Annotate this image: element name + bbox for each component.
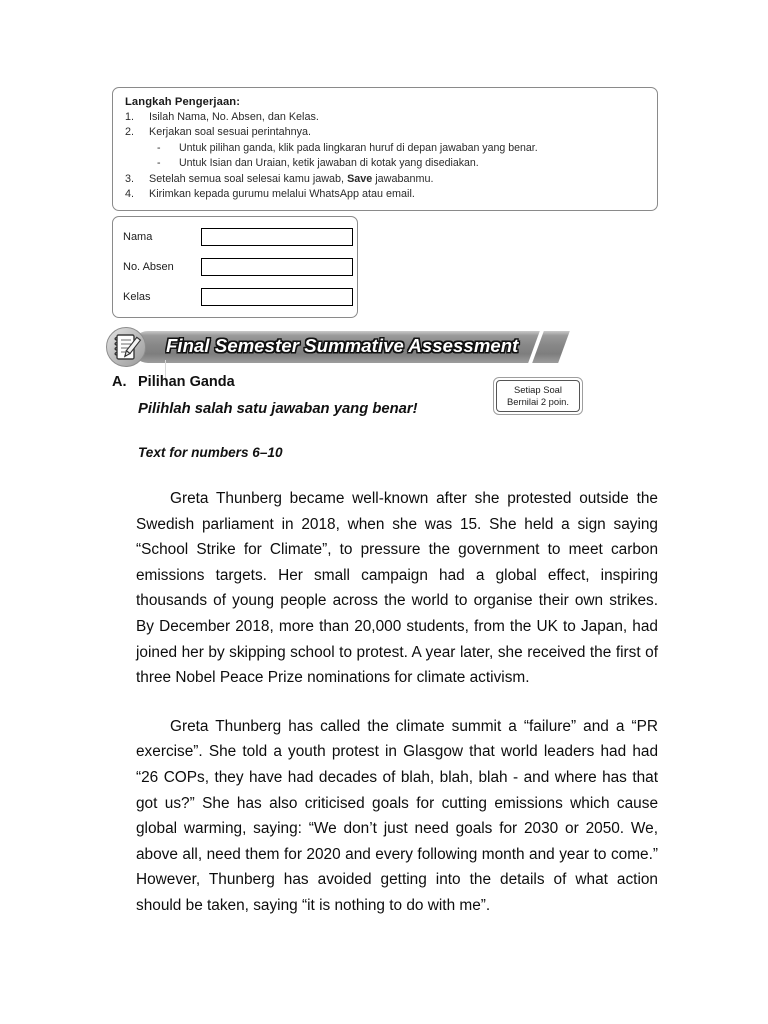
- points-badge-line2: Bernilai 2 poin.: [506, 396, 570, 407]
- instruction-subitem: [125, 141, 647, 156]
- section-letter: A.: [112, 374, 127, 390]
- instruction-item-number: 3.: [125, 172, 135, 185]
- instruction-item-number: 2.: [125, 126, 135, 139]
- instruction-item-number: 4.: [125, 188, 135, 201]
- save-keyword: Save: [347, 172, 373, 185]
- passage-paragraph: Greta Thunberg has called the climate summit a “failure” and a “PR exercise”. She told a youth protest in Glasgow that world leaders had had “26 COPs, they have had decades of blah, blah, blah - and where has that got us?” She has also criticised goals for cutting emissions which cause global warming, saying: “We don’t just need goals for 2030 or 2050. We, above all, need them for 2020 and every following month and year to come.” However, Thunberg has avoided getting into the details of what action should be taken, saying “it is nothing to do with me”.: [136, 717, 658, 914]
- instruction-subitem-text: Untuk pilihan ganda, klik pada lingkaran huruf di depan jawaban yang benar.: [179, 141, 538, 154]
- points-badge-inner: [496, 380, 580, 412]
- instruction-item-text: Isilah Nama, No. Absen, dan Kelas.: [149, 111, 319, 123]
- nama-input[interactable]: [201, 228, 353, 246]
- instruction-subitem-dash: -: [157, 141, 161, 154]
- reading-passage: [136, 486, 658, 919]
- instruction-item-text: Kerjakan soal sesuai perintahnya.: [149, 126, 312, 139]
- instruction-item-text: Kirimkan kepada gurumu melalui WhatsApp atau email.: [149, 188, 415, 201]
- section-instruction: Pilihlah salah satu jawaban yang benar!: [138, 401, 418, 417]
- instruction-subitem-dash: -: [157, 157, 161, 170]
- points-badge-line1: Setiap Soal: [514, 383, 562, 395]
- instruction-item-number: 1.: [125, 111, 135, 123]
- instruction-subitem: [125, 156, 647, 171]
- form-label-no-absen: No. Absen: [123, 261, 174, 273]
- form-label-nama: Nama: [123, 231, 153, 243]
- instruction-item: [125, 172, 647, 187]
- instruction-text-before: Setelah semua soal selesai kamu jawab,: [149, 172, 348, 185]
- instruction-item-text: [149, 172, 434, 187]
- section-heading: [112, 374, 235, 390]
- kelas-input[interactable]: [201, 288, 353, 306]
- instruction-list: [125, 110, 647, 202]
- instruction-subitem-text: Untuk Isian dan Uraian, ketik jawaban di kotak yang disediakan.: [179, 157, 479, 170]
- instruction-text-after: jawabanmu.: [372, 172, 434, 185]
- instruction-item: [125, 187, 647, 202]
- instruction-title: Langkah Pengerjaan:: [125, 96, 241, 108]
- student-identity-form: [112, 216, 358, 318]
- assessment-title-banner: [106, 327, 576, 373]
- form-row-no-absen: [113, 256, 357, 278]
- form-row-nama: [113, 226, 357, 248]
- section-name: Pilihan Ganda: [138, 374, 235, 390]
- points-badge: [493, 377, 583, 415]
- notebook-pencil-icon: [106, 327, 146, 367]
- no-absen-input[interactable]: [201, 258, 353, 276]
- form-label-kelas: Kelas: [123, 291, 151, 303]
- form-row-kelas: [113, 286, 357, 308]
- instruction-item: [125, 110, 647, 125]
- instruction-item: [125, 125, 647, 140]
- instruction-box: [112, 87, 658, 211]
- passage-paragraph: Greta Thunberg became well-known after she protested outside the Swedish parliament in 2018, when she was 15. She held a sign saying “School Strike for Climate”, to pressure the government to meet carbon emissions targets. Her small campaign had a global effect, inspiring thousands of young people across the world to organise their own strikes. By December 2018, more than 20,000 students, from the UK to Japan, had joined her by skipping school to protest. A year later, she received the first of three Nobel Peace Prize nominations for climate activism.: [136, 490, 658, 687]
- banner-title: Final Semester Summative Assessment: [166, 335, 519, 356]
- text-for-numbers-label: Text for numbers 6–10: [138, 445, 283, 460]
